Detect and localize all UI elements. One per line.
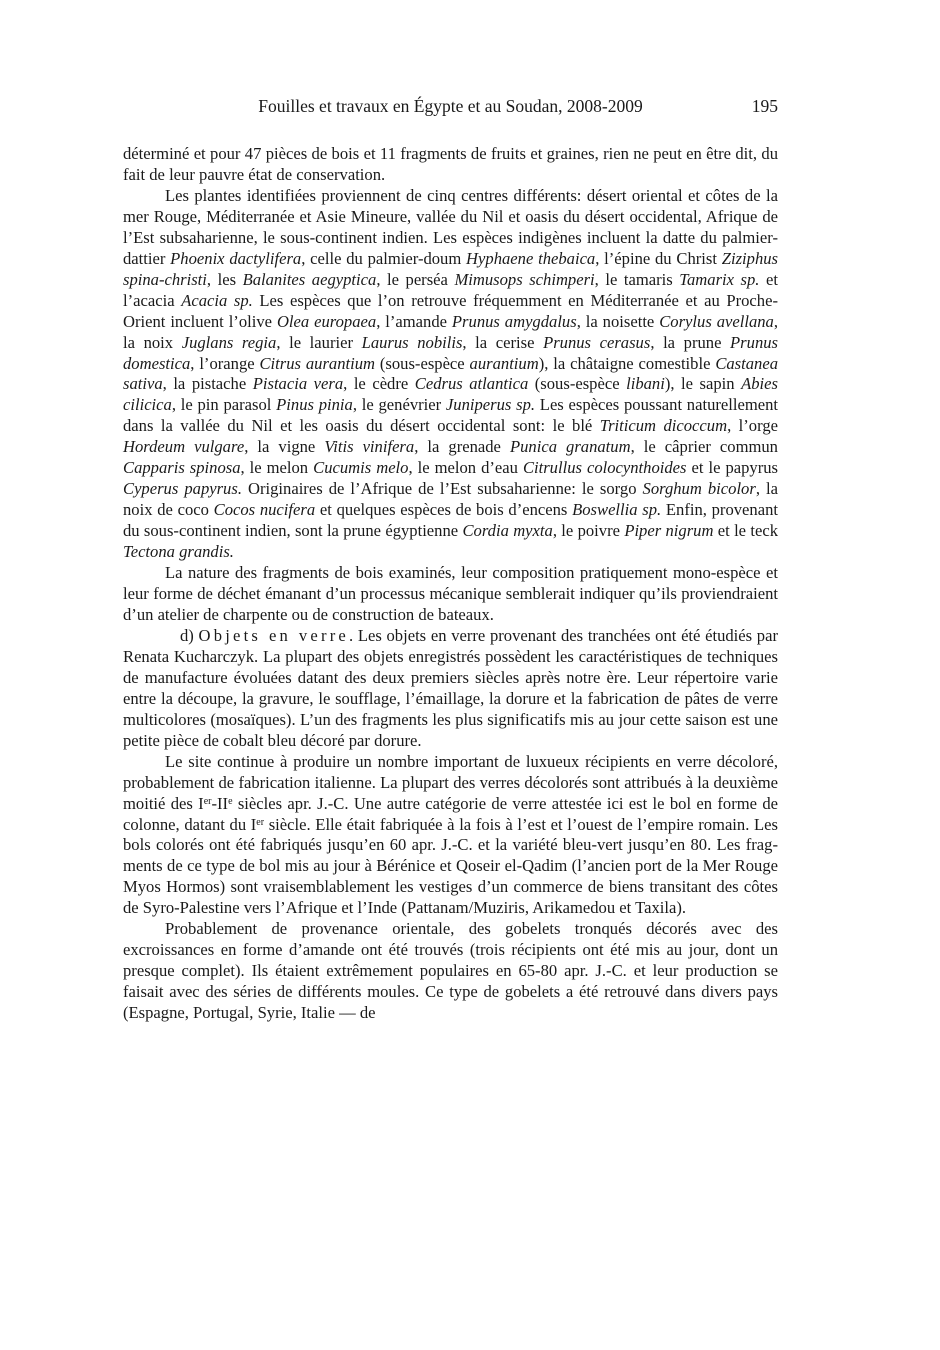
paragraph <box>123 186 778 563</box>
italic-term: Mimusops schimperi <box>454 269 595 289</box>
text-run: et quelques espèces de bois d’encens <box>315 500 573 520</box>
italic-term: Olea europaea <box>276 311 377 331</box>
italic-term: Laurus nobilis <box>361 332 463 352</box>
italic-term: Punica granatum <box>509 437 631 457</box>
text-run: , la noix <box>123 311 778 352</box>
italic-term: Hordeum vulgare <box>123 437 245 457</box>
text-run: , le poivre <box>552 521 625 541</box>
text-run: , celle du palmier-doum <box>301 248 467 268</box>
paragraph <box>123 626 778 752</box>
page-number: 195 <box>751 96 778 116</box>
italic-term: Cucumis melo <box>313 458 409 478</box>
text-run: , la prune <box>650 332 731 352</box>
italic-term: Tectona grandis. <box>123 542 234 562</box>
document-page <box>123 96 778 1024</box>
italic-term: Citrullus colocynthoides <box>522 458 687 478</box>
text-run: , la vigne <box>244 437 325 457</box>
italic-term: Prunus cerasus <box>543 332 651 352</box>
running-title: Fouilles et travaux en Égypte et au Soudan, 2008-2009 <box>258 96 643 116</box>
text-run: (sous-espèce <box>375 353 470 373</box>
text-run: ), le sapin <box>664 374 742 394</box>
text-run: , le câprier commun <box>630 437 778 457</box>
italic-term: Boswellia sp. <box>572 500 662 520</box>
italic-term: Balanites aegyptica <box>242 269 377 289</box>
italic-term: Juniperus sp. <box>445 395 536 415</box>
paragraph <box>123 144 778 186</box>
text-run: , l’épine du Christ <box>595 248 722 268</box>
text-run: , la noix de coco <box>123 479 778 520</box>
italic-term: Citrus aurantium <box>259 353 376 373</box>
text-run: Originaires de l’Afrique de l’Est subsaharienne: le sorgo <box>241 479 643 499</box>
text-run: Le site continue à produire un nombre important de luxueux récipients en verre décoloré, probablement de fabrication italienne. La plupart des verres décolorés sont attribués à la deuxième moitié des I <box>123 751 778 813</box>
paragraph <box>123 919 778 1024</box>
running-head <box>123 96 778 122</box>
text-run: déterminé et pour 47 pièces de bois et 11 fragments de fruits et graines, rien ne peut en être dit, du fait de leur pauvre état de conservation. <box>123 144 778 184</box>
text-run: , le melon <box>240 458 314 478</box>
text-run: , l’amande <box>376 311 452 331</box>
italic-term: Piper nigrum <box>624 521 714 541</box>
text-run: , l’orange <box>190 353 260 373</box>
italic-term: Cyperus papyrus. <box>123 479 242 499</box>
italic-term: Phoenix dactylifera <box>170 248 302 268</box>
text-run: , le tamaris <box>594 269 680 289</box>
italic-term: Sorghum bicolor <box>642 479 756 499</box>
italic-term: Abies cilicica <box>123 374 778 415</box>
italic-term: Prunus domestica <box>123 332 778 373</box>
text-run: Enfin, provenant du sous-continent indien, sont la prune égyptienne <box>123 500 778 541</box>
italic-term: libani <box>626 374 665 394</box>
body-text <box>123 144 778 1024</box>
paragraph <box>123 563 778 626</box>
text-run: -II <box>211 793 229 813</box>
italic-term: Cocos nucifera <box>213 500 316 520</box>
text-run: , le melon d’eau <box>408 458 523 478</box>
italic-term: Castanea sativa <box>123 353 779 394</box>
italic-term: Cordia myxta <box>462 521 553 541</box>
italic-term: Pinus pinia <box>276 395 353 415</box>
superscript: er <box>256 816 265 828</box>
italic-term: Ziziphus spina-christi <box>123 248 778 289</box>
text-run: , le genévrier <box>352 395 446 415</box>
text-run: siècle. Elle était fabriquée à la fois à l’est et l’ouest de l’empire romain. Les bols colorés ont été fabriqués jusqu’en 60 apr. J.-C. et la variété bleu-vert jusqu’en 80. Les fragments de ce type de bol mis au jour à Bérénice et Qoseir el-Qadim (l’ancien port de la Mer Rouge Myos Hormos) sont vraisemblablement les vestiges d’un commerce de biens transitant des côtes de Syro-Palestine vers l’Afrique et l’Inde (Pattanam/Muziris, Arikamedou et Taxila). <box>123 814 778 918</box>
italic-term: Triticum dicoccum <box>599 416 728 436</box>
text-run: Les espèces que l’on retrouve fréquemment en Méditerranée et au Proche-Orient incluent l’olive <box>123 290 778 331</box>
italic-term: Corylus avellana <box>659 311 774 331</box>
italic-term: Juglans regia <box>181 332 277 352</box>
text-run: . Les objets en verre provenant des tranchées ont été étudiés par Renata Kucharczyk. La plupart des objets enregistrés possèdent les caractéristiques de techniques de manufacture évoluées datant des deux premiers siècles après notre ère. Leur répertoire varie entre la découpe, la gravure, le soufflage, l’émaillage, la dorure et la fabrication de pâtes de verre multicolores (mosaïques). L’un des fragments les plus significatifs mis au jour cette saison est une petite pièce de cobalt bleu décoré par dorure. <box>123 625 778 750</box>
section-subheading: Objets en verre <box>198 625 349 645</box>
italic-term: Vitis vinifera <box>324 437 415 457</box>
text-run: et le teck <box>713 521 778 541</box>
text-run: , la noisette <box>576 311 660 331</box>
text-run: , le cèdre <box>343 374 415 394</box>
italic-term: Tamarix sp. <box>679 269 760 289</box>
text-run: , la pistache <box>162 374 253 394</box>
superscript: e <box>228 795 233 807</box>
text-run: Probablement de provenance orientale, des gobelets tronqués décorés avec des excroissances en forme d’amande ont été trouvés (trois récipients ont été mis au jour, dont un presque complet). Ils étaient extrêmement populaires en 65-80 apr. J.-C. et leur production se faisait avec des séries de différents moules. Ce type de gobelets a été retrouvé dans divers pays (Espagne, Portugal, Syrie, Italie — de <box>123 919 778 1023</box>
text-run: et le papyrus <box>686 458 778 478</box>
text-run: La nature des fragments de bois examinés, leur composition pratiquement mono-espèce et leur forme de déchet émanant d’un processus mécanique semblerait indiquer qu’ils proviendraient d’un atelier de charpente ou de construction de bateaux. <box>123 563 778 624</box>
text-run: , l’orge <box>727 416 778 436</box>
text-run: Les plantes identifiées proviennent de cinq centres différents: désert oriental et côtes de la mer Rouge, Méditerranée et Asie Mineure, vallée du Nil et oasis du désert occidental, Afrique de l’Est subsaharienne, le sous-continent indien. Les espèces indigènes incluent la datte du palmier-dattier <box>123 185 778 268</box>
paragraph <box>123 752 778 920</box>
text-run: (sous-espèce <box>528 374 627 394</box>
text-run: d) <box>180 625 199 645</box>
text-run: siècles apr. J.-C. Une autre catégorie de verre attestée ici est le bol en forme de colonne, datant du I <box>123 793 778 834</box>
text-run: , la grenade <box>414 437 510 457</box>
italic-term: Acacia sp. <box>181 290 253 310</box>
italic-term: Capparis spinosa <box>123 458 241 478</box>
italic-term: Cedrus atlantica <box>414 374 529 394</box>
text-run: , le laurier <box>276 332 362 352</box>
superscript: er <box>203 795 212 807</box>
text-run: , les <box>206 269 243 289</box>
text-run: , le pin parasol <box>171 395 277 415</box>
text-run: , la cerise <box>462 332 544 352</box>
italic-term: aurantium <box>469 353 539 373</box>
text-run: et l’acacia <box>123 269 778 310</box>
text-run: Les espèces poussant naturellement dans la vallée du Nil et les oasis du désert occidental sont: le blé <box>123 395 779 436</box>
italic-term: Prunus amygdalus <box>451 311 577 331</box>
text-run: ), la châtaigne comestible <box>538 353 716 373</box>
text-run: , le perséa <box>376 269 455 289</box>
italic-term: Hyphaene thebaica <box>466 248 596 268</box>
italic-term: Pistacia vera <box>252 374 344 394</box>
